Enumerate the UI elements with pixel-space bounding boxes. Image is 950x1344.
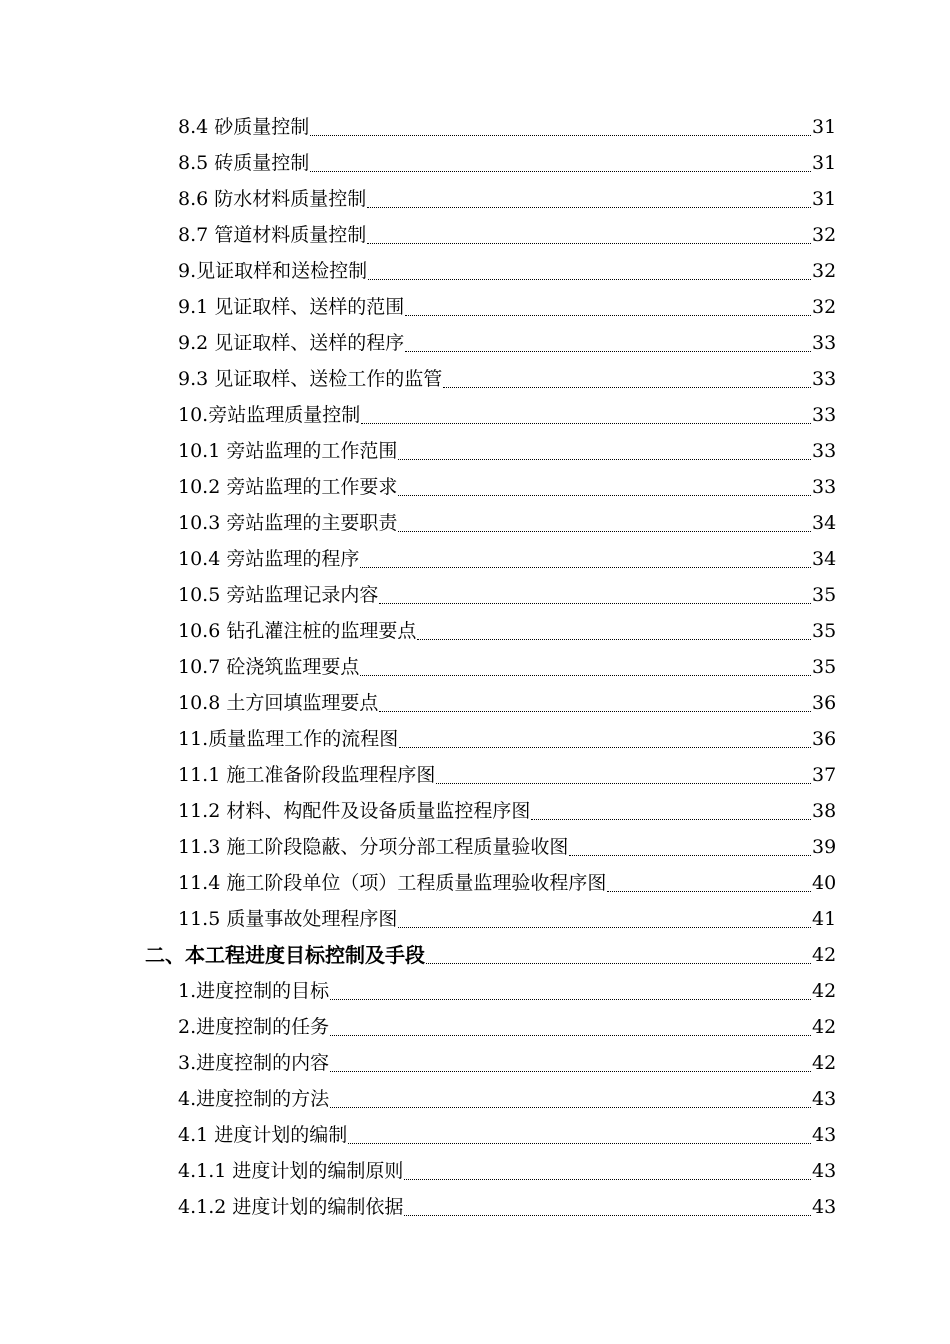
toc-entry[interactable] (0, 1007, 950, 1043)
toc-entry[interactable] (0, 755, 950, 791)
toc-entry[interactable] (0, 791, 950, 827)
toc-entry-page-number: 43 (812, 1196, 837, 1218)
toc-dot-leader (398, 926, 811, 928)
toc-dot-leader (367, 242, 811, 244)
toc-dot-leader (404, 1178, 811, 1180)
toc-dot-leader (310, 170, 811, 172)
toc-entry-page-number: 42 (812, 980, 837, 1002)
toc-entry[interactable] (0, 395, 950, 431)
toc-dot-leader (330, 1034, 811, 1036)
toc-entry[interactable] (0, 323, 950, 359)
toc-dot-leader (330, 1070, 811, 1072)
toc-entry[interactable] (0, 971, 950, 1007)
toc-entry-title: 二、本工程进度目标控制及手段 (145, 943, 425, 967)
toc-entry[interactable] (0, 719, 950, 755)
toc-entry-page-number: 42 (812, 944, 837, 966)
toc-entry-page-number: 43 (812, 1160, 837, 1182)
toc-entry-page-number: 33 (812, 440, 837, 462)
toc-entry-title: 8.7 管道材料质量控制 (178, 224, 367, 246)
toc-entry-title: 10.4 旁站监理的程序 (178, 548, 360, 570)
toc-dot-leader (398, 530, 811, 532)
toc-dot-leader (404, 1214, 811, 1216)
toc-entry-page-number: 41 (812, 908, 837, 930)
toc-entry[interactable] (0, 215, 950, 251)
toc-entry[interactable] (0, 683, 950, 719)
toc-entry-page-number: 37 (812, 764, 837, 786)
toc-entry-page-number: 32 (812, 296, 837, 318)
toc-entry-title: 11.3 施工阶段隐蔽、分项分部工程质量验收图 (178, 836, 569, 858)
toc-dot-leader (405, 350, 811, 352)
toc-entry-page-number: 39 (812, 836, 837, 858)
toc-entry-page-number: 34 (812, 512, 837, 534)
toc-dot-leader (360, 566, 811, 568)
toc-entry-title: 2.进度控制的任务 (178, 1016, 330, 1038)
toc-dot-leader (426, 962, 811, 964)
toc-entry-page-number: 32 (812, 260, 837, 282)
toc-entry[interactable] (0, 287, 950, 323)
toc-entry-title: 10.5 旁站监理记录内容 (178, 584, 379, 606)
toc-entry-title: 10.1 旁站监理的工作范围 (178, 440, 398, 462)
toc-dot-leader (367, 206, 811, 208)
toc-entry-title: 4.1 进度计划的编制 (178, 1124, 348, 1146)
toc-entry[interactable] (0, 359, 950, 395)
toc-entry[interactable] (0, 467, 950, 503)
toc-entry-title: 4.进度控制的方法 (178, 1088, 330, 1110)
toc-entry-title: 9.1 见证取样、送样的范围 (178, 296, 405, 318)
toc-entry[interactable] (0, 1151, 950, 1187)
toc-entry-title: 11.4 施工阶段单位（项）工程质量监理验收程序图 (178, 872, 607, 894)
toc-entry-title: 1.进度控制的目标 (178, 980, 330, 1002)
toc-entry[interactable] (0, 863, 950, 899)
toc-entry-page-number: 33 (812, 332, 837, 354)
toc-entry-title: 8.4 砂质量控制 (178, 116, 310, 138)
toc-entry-page-number: 35 (812, 656, 837, 678)
toc-dot-leader (361, 422, 811, 424)
toc-entry-page-number: 33 (812, 404, 837, 426)
toc-entry-title: 11.质量监理工作的流程图 (178, 728, 399, 750)
toc-dot-leader (405, 314, 811, 316)
toc-entry-page-number: 31 (812, 188, 837, 210)
toc-entry[interactable] (0, 575, 950, 611)
toc-entry-page-number: 31 (812, 152, 837, 174)
toc-dot-leader (330, 1106, 811, 1108)
toc-entry[interactable] (0, 1187, 950, 1223)
toc-dot-leader (399, 746, 811, 748)
toc-entry-page-number: 33 (812, 476, 837, 498)
toc-entry-title: 4.1.2 进度计划的编制依据 (178, 1196, 404, 1218)
toc-entry[interactable] (0, 539, 950, 575)
toc-entry[interactable] (0, 251, 950, 287)
toc-entry[interactable] (0, 899, 950, 935)
table-of-contents (0, 107, 950, 1223)
toc-dot-leader (417, 638, 811, 640)
toc-entry-page-number: 35 (812, 584, 837, 606)
toc-entry-page-number: 42 (812, 1016, 837, 1038)
toc-entry-page-number: 35 (812, 620, 837, 642)
toc-entry[interactable] (0, 647, 950, 683)
toc-entry-title: 9.见证取样和送检控制 (178, 260, 368, 282)
toc-dot-leader (398, 494, 811, 496)
toc-entry-title: 10.8 土方回填监理要点 (178, 692, 379, 714)
toc-dot-leader (330, 998, 811, 1000)
toc-entry-page-number: 31 (812, 116, 837, 138)
toc-entry-page-number: 33 (812, 368, 837, 390)
toc-entry-title: 3.进度控制的内容 (178, 1052, 330, 1074)
toc-dot-leader (348, 1142, 811, 1144)
toc-entry-title: 10.2 旁站监理的工作要求 (178, 476, 398, 498)
toc-entry-title: 10.3 旁站监理的主要职责 (178, 512, 398, 534)
toc-entry-title: 8.6 防水材料质量控制 (178, 188, 367, 210)
toc-dot-leader (569, 854, 811, 856)
toc-dot-leader (379, 710, 811, 712)
toc-entry[interactable] (0, 107, 950, 143)
toc-dot-leader (310, 134, 811, 136)
toc-entry-title: 9.2 见证取样、送样的程序 (178, 332, 405, 354)
toc-entry-page-number: 38 (812, 800, 837, 822)
toc-entry-title: 9.3 见证取样、送检工作的监管 (178, 368, 443, 390)
toc-entry[interactable] (0, 431, 950, 467)
toc-entry[interactable] (0, 611, 950, 647)
toc-dot-leader (436, 782, 811, 784)
toc-entry-page-number: 43 (812, 1124, 837, 1146)
toc-dot-leader (379, 602, 811, 604)
toc-entry-page-number: 40 (812, 872, 837, 894)
toc-entry[interactable] (0, 1115, 950, 1151)
toc-dot-leader (398, 458, 811, 460)
toc-dot-leader (360, 674, 811, 676)
toc-entry[interactable] (0, 1079, 950, 1115)
toc-dot-leader (368, 278, 811, 280)
toc-entry-title: 8.5 砖质量控制 (178, 152, 310, 174)
toc-entry-title: 4.1.1 进度计划的编制原则 (178, 1160, 404, 1182)
toc-entry-page-number: 32 (812, 224, 837, 246)
toc-entry-page-number: 36 (812, 692, 837, 714)
toc-dot-leader (443, 386, 811, 388)
toc-entry-page-number: 36 (812, 728, 837, 750)
toc-entry[interactable] (0, 143, 950, 179)
toc-entry-page-number: 43 (812, 1088, 837, 1110)
toc-entry-title: 11.1 施工准备阶段监理程序图 (178, 764, 436, 786)
toc-entry-title: 11.5 质量事故处理程序图 (178, 908, 398, 930)
toc-dot-leader (531, 818, 811, 820)
toc-entry[interactable] (0, 503, 950, 539)
toc-entry-title: 10.旁站监理质量控制 (178, 404, 361, 426)
toc-entry[interactable] (0, 1043, 950, 1079)
toc-entry-title: 11.2 材料、构配件及设备质量监控程序图 (178, 800, 531, 822)
toc-dot-leader (607, 890, 811, 892)
toc-entry[interactable] (0, 935, 950, 971)
toc-entry[interactable] (0, 827, 950, 863)
toc-entry-page-number: 34 (812, 548, 837, 570)
toc-entry-title: 10.7 砼浇筑监理要点 (178, 656, 360, 678)
toc-entry-page-number: 42 (812, 1052, 837, 1074)
toc-entry-title: 10.6 钻孔灌注桩的监理要点 (178, 620, 417, 642)
toc-entry[interactable] (0, 179, 950, 215)
